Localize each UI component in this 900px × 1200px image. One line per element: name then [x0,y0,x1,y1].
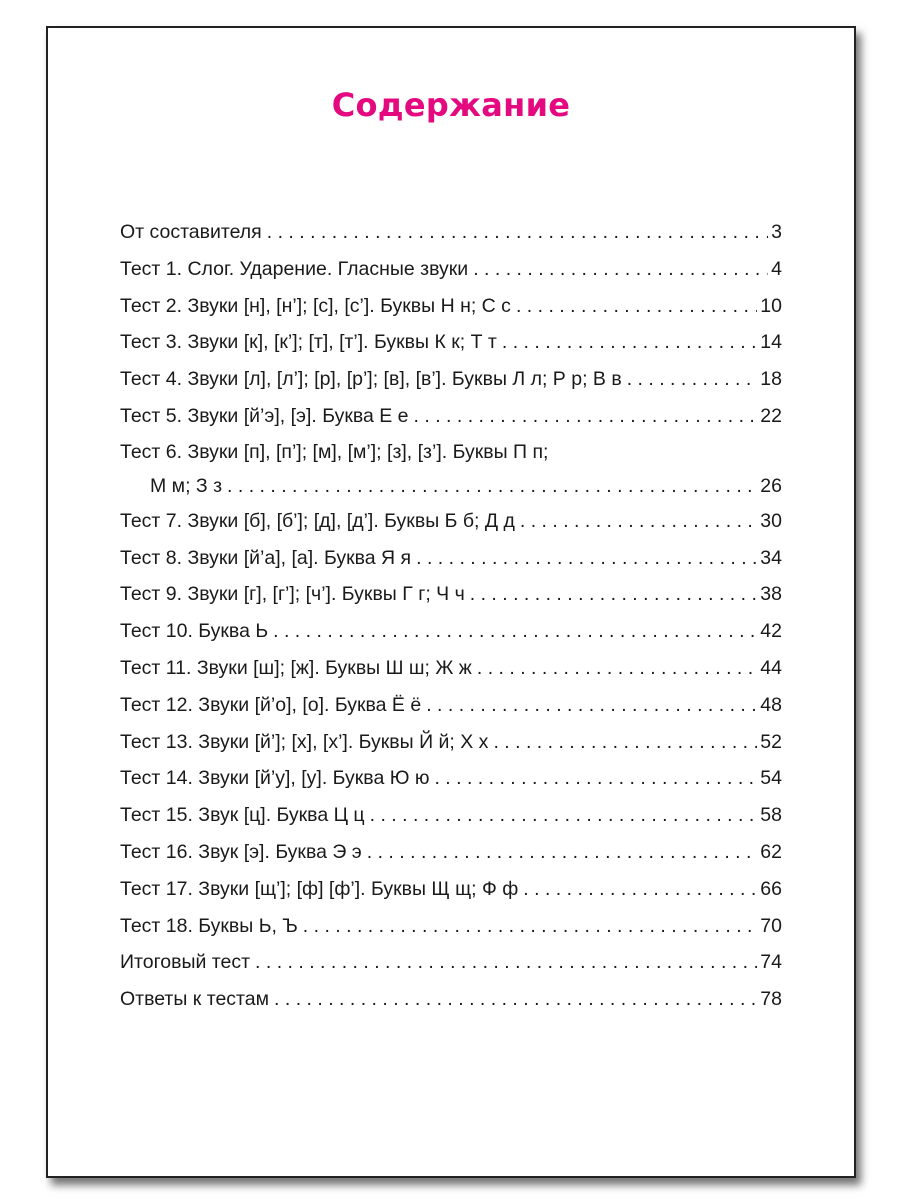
toc-page-number: 42 [760,620,782,643]
toc-label: Тест 1. Слог. Ударение. Гласные звуки [120,257,469,280]
toc-page-number: 26 [760,474,782,497]
toc-label: Тест 18. Буквы Ь, Ъ [120,914,298,937]
toc-page-number: 74 [760,951,782,974]
toc-label: Тест 3. Звуки [к], [к’]; [т], [т’]. Буквы К к; Т т [120,331,497,354]
book-page [46,26,856,1178]
toc-label: Тест 16. Звук [э]. Буква Э э [120,840,362,863]
toc-page-number: 4 [771,257,782,280]
toc-page-number: 48 [760,693,782,716]
toc-row [120,613,782,650]
toc-row [120,871,782,908]
toc-label: Тест 9. Звуки [г], [г’]; [ч’]. Буквы Г г; Ч ч [120,583,465,606]
toc-leader-dots [434,760,757,797]
toc-row [120,251,782,288]
toc-label: Тест 13. Звуки [й’]; [х], [х’]. Буквы Й й; Х х [120,730,489,753]
toc-leader-dots [473,251,768,288]
toc-page-number: 62 [760,840,782,863]
toc-label: Тест 5. Звуки [й’э], [э]. Буква Е е [120,404,409,427]
toc-label: Тест 15. Звук [ц]. Буква Ц ц [120,804,365,827]
toc-row [120,398,782,435]
toc-page-number: 44 [760,656,782,679]
toc-row [120,435,782,503]
toc-row [120,834,782,871]
toc-leader-dots [274,981,757,1018]
toc-leader-dots [627,361,758,398]
toc-label: Тест 11. Звуки [ш]; [ж]. Буквы Ш ш; Ж ж [120,656,472,679]
toc-row [120,650,782,687]
table-of-contents [120,214,782,1018]
toc-row [120,214,782,251]
toc-row [120,576,782,613]
toc-row [120,288,782,325]
toc-page-number: 14 [760,331,782,354]
toc-page-number: 54 [760,767,782,790]
toc-leader-dots [367,834,758,871]
toc-row [120,724,782,761]
toc-page-number: 18 [760,368,782,391]
toc-label: Итоговый тест [120,951,251,974]
toc-label: Тест 6. Звуки [п], [п’]; [м], [м’]; [з], [з’]. Буквы П п; [120,440,549,463]
toc-label: Тест 10. Буква Ь [120,620,269,643]
toc-page-number: 52 [760,730,782,753]
toc-page-number: 22 [760,404,782,427]
toc-row [120,361,782,398]
toc-leader-dots [273,613,757,650]
toc-leader-dots [523,871,757,908]
toc-leader-dots [303,908,758,945]
toc-leader-dots [255,944,757,981]
toc-leader-dots [516,288,757,325]
toc-row [120,908,782,945]
toc-label: Тест 2. Звуки [н], [н’]; [с], [с’]. Буквы Н н; С с [120,294,511,317]
toc-label: От составителя [120,221,262,243]
toc-page-number: 58 [760,804,782,827]
toc-page-number: 30 [760,509,782,532]
toc-leader-dots [477,650,757,687]
toc-row [120,687,782,724]
toc-leader-dots [426,687,757,724]
toc-row [120,324,782,361]
toc-row [120,760,782,797]
toc-page-number: 66 [760,877,782,900]
toc-label: Ответы к тестам [120,988,270,1011]
toc-label: Тест 4. Звуки [л], [л’]; [р], [р’]; [в], [в’]. Буквы Л л; Р р; В в [120,368,622,391]
toc-label-continuation: М м; З з [150,474,223,497]
toc-page-number: 78 [760,988,782,1011]
toc-leader-dots [520,503,757,540]
toc-label: Тест 12. Звуки [й’о], [о]. Буква Ё ё [120,693,422,716]
toc-page-number: 3 [771,221,782,243]
toc-page-number: 38 [760,583,782,606]
toc-label: Тест 8. Звуки [й’а], [а]. Буква Я я [120,546,412,569]
toc-label: Тест 14. Звуки [й’у], [у]. Буква Ю ю [120,767,430,790]
toc-page-number: 10 [760,294,782,317]
page-title: Содержание [331,86,571,124]
toc-leader-dots [493,724,757,761]
toc-row [120,503,782,540]
toc-row [120,944,782,981]
toc-label: Тест 17. Звуки [щ’]; [ф] [ф’]. Буквы Щ щ; Ф ф [120,877,519,900]
toc-row [120,981,782,1018]
toc-leader-dots [502,324,757,361]
toc-leader-dots [267,214,768,251]
toc-row [120,797,782,834]
toc-leader-dots [470,576,758,613]
toc-leader-dots [370,797,758,834]
toc-page-number: 34 [760,546,782,569]
toc-leader-dots [414,398,758,435]
toc-leader-dots [227,469,757,503]
toc-leader-dots [416,540,757,577]
toc-page-number: 70 [760,914,782,937]
toc-row [120,540,782,577]
toc-label: Тест 7. Звуки [б], [б’]; [д], [д’]. Буквы Б б; Д д [120,509,515,532]
